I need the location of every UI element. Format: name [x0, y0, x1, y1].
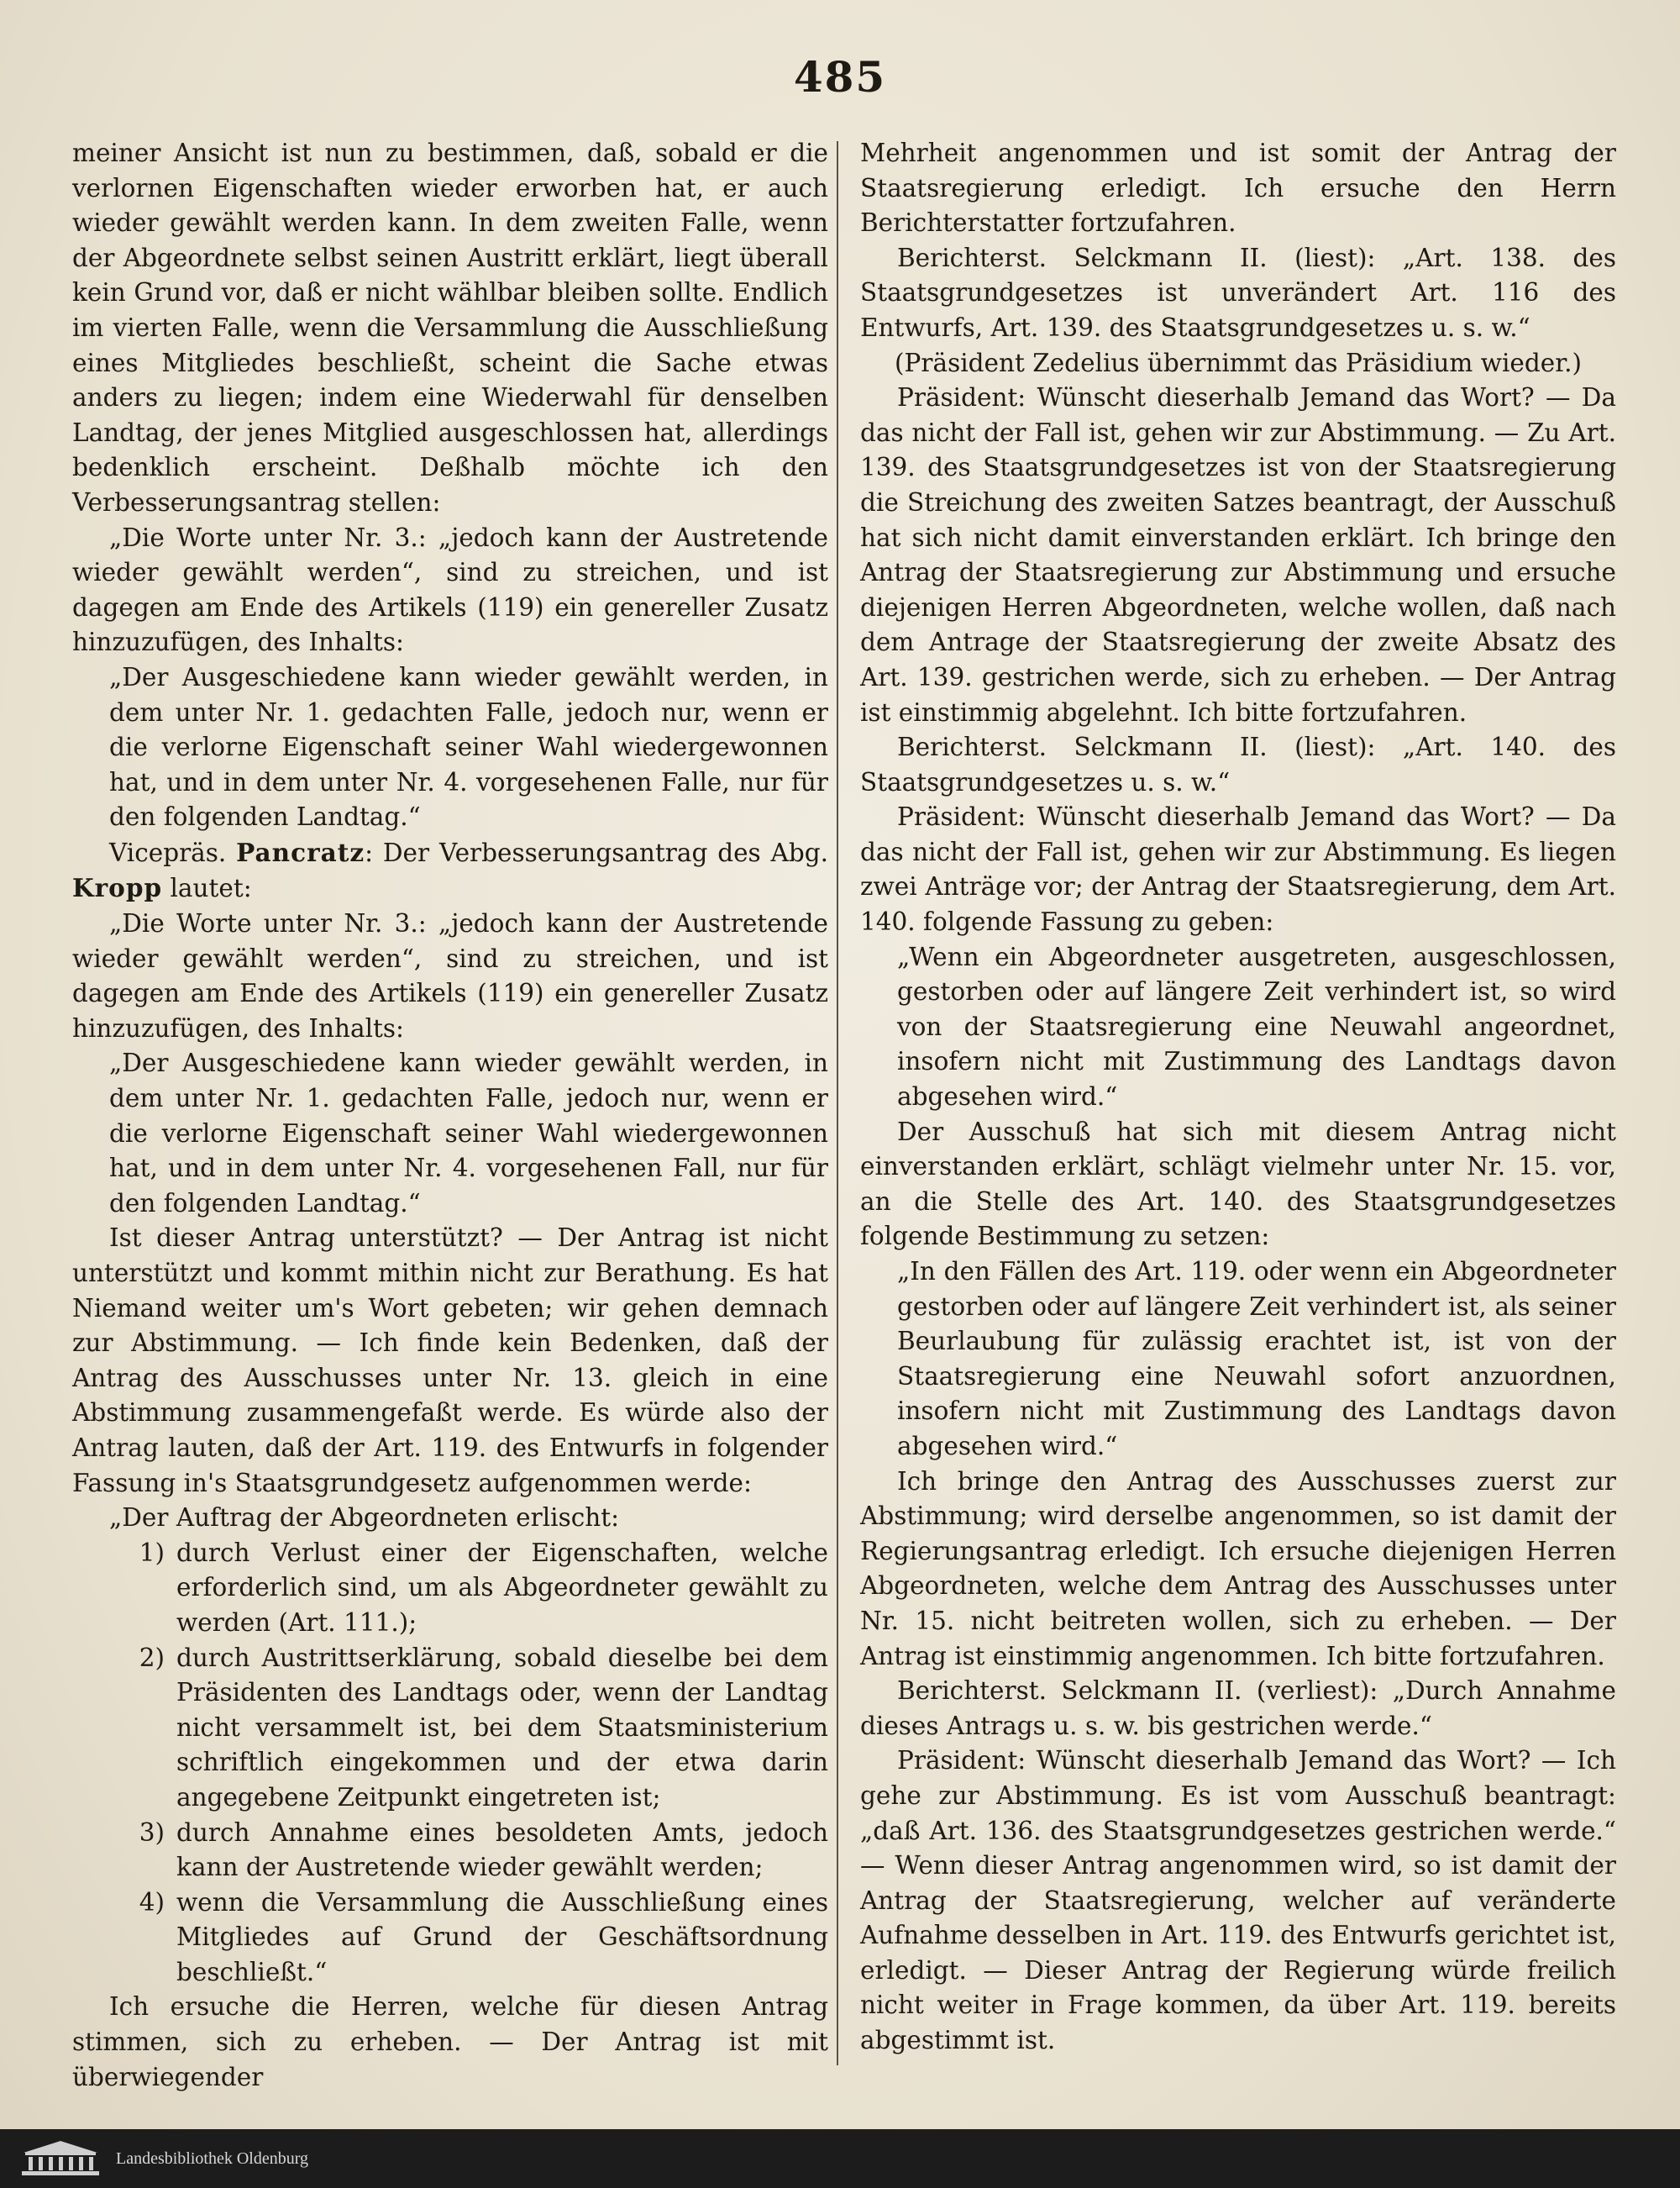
paragraph: Mehrheit angenommen und ist somit der Antrag der Staatsregierung erledigt. Ich ersuche den Herrn Berichterstatter fortzufahren.: [860, 139, 1616, 238]
speaker-paragraph: Präsident: Wünscht dieserhalb Jemand das Wort? — Ich gehe zur Abstimmung. Es ist vom Ausschuß beantragt: „daß Art. 136. des Staatsgrundgesetzes gestrichen werde.“ — Wenn dieser Antrag angenommen wird, so ist damit der Antrag der Staatsregierung, welcher auf veränderte Aufnahme desselben in Art. 119. des Entwurfs gerichtet ist, erledigt. — Dieser Antrag der Regierung würde freilich nicht weiter in Frage kommen, da über Art. 119. bereits abgestimmt ist.: [860, 1746, 1616, 2055]
speaker-paragraph: Vicepräs. Pancratz: Der Verbesserungsantrag des Abg. Kropp lautet:: [72, 837, 828, 903]
left-column: [72, 136, 828, 2091]
paragraph: meiner Ansicht ist nun zu bestimmen, daß, sobald er die verlornen Eigenschaften wieder erworben hat, er auch wieder gewählt werden kann. In dem zweiten Falle, wenn der Abgeordnete selbst seinen Austritt erklärt, liegt überall kein Grund vor, daß er nicht wählbar bleiben sollte. Endlich im vierten Falle, wenn die Versammlung die Ausschließung eines Mitgliedes beschließt, scheint die Sache etwas anders zu liegen; indem eine Wiederwahl für denselben Landtag, der jenes Mitglied ausgeschlossen hat, allerdings bedenklich erscheint. Deßhalb möchte ich den Verbesserungsantrag stellen:: [72, 139, 828, 517]
list-text: durch Verlust einer der Eigenschaften, welche erforderlich sind, um als Abgeordneter gewählt zu werden (Art. 111.);: [176, 1538, 828, 1637]
speaker-title: Vicepräs.: [109, 838, 227, 867]
quoted-amendment-addition: „Der Ausgeschiedene kann wieder gewählt werden, in dem unter Nr. 1. gedachten Falle, jedoch nur, wenn er die verlorne Eigenschaft seiner Wahl wiedergewonnen hat, und in dem unter Nr. 4. vorgesehenen Falle, nur für den folgenden Landtag.“: [109, 662, 828, 832]
paragraph: Der Ausschuß hat sich mit diesem Antrag nicht einverstanden erklärt, schlägt vielmehr unter Nr. 15. vor, an die Stelle des Art. 140. des Staatsgrundgesetzes folgende Bestimmung zu setzen:: [860, 1117, 1616, 1251]
speaker-paragraph: Berichterst. Selckmann II. (liest): „Art. 138. des Staatsgrundgesetzes ist unverändert Art. 116 des Entwurfs, Art. 139. des Staatsgrundgesetzes u. s. w.“: [860, 243, 1616, 342]
speaker-name: Pancratz: [236, 837, 365, 867]
speaker-line-rest: : Der Verbesserungsantrag des Abg.: [365, 838, 828, 867]
speaker-paragraph: Berichterst. Selckmann II. (verliest): „Durch Annahme dieses Antrags u. s. w. bis gestrichen werde.“: [860, 1676, 1616, 1740]
list-text: durch Annahme eines besoldeten Amts, jedoch kann der Austretende wieder gewählt werden;: [176, 1817, 828, 1882]
speaker-paragraph: Berichterst. Selckmann II. (liest): „Art. 140. des Staatsgrundgesetzes u. s. w.“: [860, 733, 1616, 797]
column-divider: [837, 141, 838, 2065]
library-building-icon: [18, 2138, 102, 2180]
list-item: [72, 1536, 828, 1641]
list-item: [72, 1816, 828, 1886]
page-number: 485: [793, 52, 887, 102]
quoted-proposal: „In den Fällen des Art. 119. oder wenn ein Abgeordneter gestorben oder auf längere Zeit verhindert ist, als seiner Beurlaubung für zulässig erachtet ist, ist von der Staatsregierung eine Neuwahl sofort anzuordnen, insofern nicht mit Zustimmung des Landtags davon abgesehen wird.“: [897, 1257, 1616, 1460]
right-column: [860, 136, 1616, 2060]
paragraph: Ist dieser Antrag unterstützt? — Der Antrag ist nicht unterstützt und kommt mithin nicht zur Berathung. Es hat Niemand weiter um's Wort gebeten; wir gehen demnach zur Abstimmung. — Ich finde kein Bedenken, daß der Antrag des Ausschusses unter Nr. 13. gleich in eine Abstimmung zusammengefaßt werde. Es würde also der Antrag lauten, daß der Art. 119. des Entwurfs in folgender Fassung in's Staatsgrundgesetz aufgenommen werde:: [72, 1223, 828, 1497]
list-number: 4): [139, 1887, 165, 1917]
list-item: [72, 1886, 828, 1991]
stage-direction: (Präsident Zedelius übernimmt das Präsidium wieder.): [895, 348, 1582, 377]
deputy-name: Kropp: [72, 873, 163, 903]
list-number: 2): [139, 1643, 165, 1672]
list-intro: „Der Auftrag der Abgeordneten erlischt:: [109, 1503, 620, 1533]
list-text: durch Austrittserklärung, sobald dieselbe bei dem Präsidenten des Landtags oder, wenn der Landtag nicht versammelt ist, bei dem Staatsministerium schriftlich eingekommen und der etwa darin angegebene Zeitpunkt eingetreten ist;: [176, 1643, 828, 1812]
speaker-paragraph: Präsident: Wünscht dieserhalb Jemand das Wort? — Da das nicht der Fall ist, gehen wir zur Abstimmung. — Zu Art. 139. des Staatsgrundgesetzes ist von der Staatsregierung die Streichung des zweiten Satzes beantragt, der Ausschuß hat sich nicht damit einverstanden erklärt. Ich bringe den Antrag der Staatsregierung zur Abstimmung und ersuche diejenigen Herren Abgeordneten, welche wollen, daß nach dem Antrage der Staatsregierung der zweite Absatz des Art. 139. gestrichen werde, sich zu erheben. — Der Antrag ist einstimmig abgelehnt. Ich bitte fortzufahren.: [860, 383, 1616, 727]
library-footer: [0, 2129, 1680, 2188]
paragraph: Ich ersuche die Herren, welche für diesen Antrag stimmen, sich zu erheben. — Der Antrag ist mit überwiegender: [72, 1992, 828, 2091]
quoted-amendment: „Die Worte unter Nr. 3.: „jedoch kann der Austretende wieder gewählt werden“, sind zu streichen, und ist dagegen am Ende des Artikels (119) ein genereller Zusatz hinzuzufügen, des Inhalts:: [72, 909, 828, 1043]
quoted-proposal: „Wenn ein Abgeordneter ausgetreten, ausgeschlossen, gestorben oder auf längere Zeit verhindert ist, so wird von der Staatsregierung eine Neuwahl angeordnet, insofern nicht mit Zustimmung des Landtags davon abgesehen wird.“: [897, 942, 1616, 1112]
list-number: 1): [139, 1538, 165, 1567]
quoted-amendment-addition: „Der Ausgeschiedene kann wieder gewählt werden, in dem unter Nr. 1. gedachten Falle, jedoch nur, wenn er die verlorne Eigenschaft seiner Wahl wiedergewonnen hat, und in dem unter Nr. 4. vorgesehenen Fall, nur für den folgenden Landtag.“: [109, 1049, 828, 1218]
paragraph: Ich bringe den Antrag des Ausschusses zuerst zur Abstimmung; wird derselbe angenommen, so ist damit der Regierungsantrag erledigt. Ich ersuche diejenigen Herren Abgeordneten, welche dem Antrag des Ausschusses unter Nr. 15. nicht beitreten wollen, sich zu erheben. — Der Antrag ist einstimmig angenommen. Ich bitte fortzufahren.: [860, 1466, 1616, 1670]
list-number: 3): [139, 1817, 165, 1847]
quoted-amendment: „Die Worte unter Nr. 3.: „jedoch kann der Austretende wieder gewählt werden“, sind zu streichen, und ist dagegen am Ende des Artikels (119) ein genereller Zusatz hinzuzufügen, des Inhalts:: [72, 523, 828, 657]
list-item: [72, 1641, 828, 1816]
library-name: Landesbibliothek Oldenburg: [116, 2149, 309, 2168]
list-text: wenn die Versammlung die Ausschließung eines Mitgliedes auf Grund der Geschäftsordnung beschließt.“: [176, 1887, 828, 1986]
speaker-paragraph: Präsident: Wünscht dieserhalb Jemand das Wort? — Da das nicht der Fall ist, gehen wir zur Abstimmung. Es liegen zwei Anträge vor; der Antrag der Staatsregierung, dem Art. 140. folgende Fassung zu geben:: [860, 802, 1616, 937]
